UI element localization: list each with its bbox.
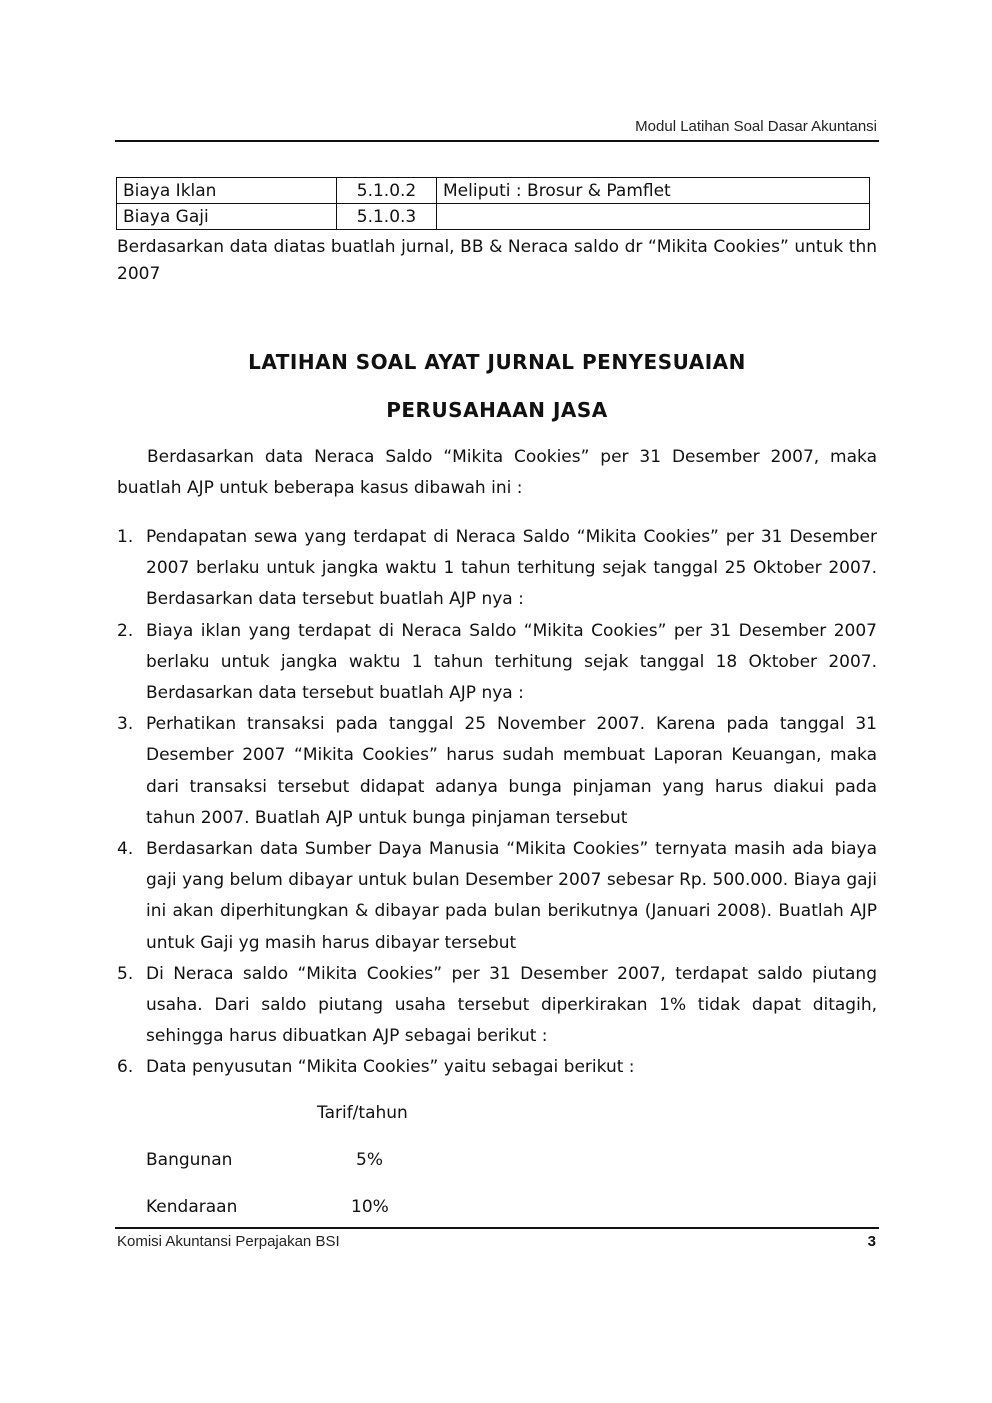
list-item — [117, 1052, 877, 1083]
item-number: 3. — [117, 714, 134, 735]
account-code: 5.1.0.2 — [337, 178, 437, 204]
footer-divider — [115, 1227, 879, 1229]
item-text: Biaya iklan yang terdapat di Neraca Saldo “Mikita Cookies” per 31 Desember 2007 berlaku untuk jangka waktu 1 tahun terhitung sejak tanggal 18 Oktober 2007. Berdasarkan data tersebut buatlah AJP nya : — [146, 620, 877, 704]
section-intro: Berdasarkan data Neraca Saldo “Mikita Cookies” per 31 Desember 2007, maka buatlah AJP untuk beberapa kasus dibawah ini : — [117, 447, 877, 498]
list-item — [117, 522, 877, 616]
item-number: 6. — [117, 1057, 134, 1078]
account-name: Biaya Iklan — [117, 178, 337, 204]
depreciation-header: Tarif/tahun — [317, 1103, 408, 1123]
item-number: 4. — [117, 839, 134, 860]
account-note — [437, 204, 870, 230]
asset-rate: 5% — [356, 1150, 383, 1170]
accounts-table — [116, 177, 870, 230]
list-item — [117, 709, 877, 834]
table-row — [117, 204, 870, 230]
account-note: Meliputi : Brosur & Pamflet — [437, 178, 870, 204]
account-name: Biaya Gaji — [117, 204, 337, 230]
instruction-paragraph: Berdasarkan data diatas buatlah jurnal, BB & Neraca saldo dr “Mikita Cookies” untuk thn 2007 — [117, 237, 877, 284]
section-subtitle: PERUSAHAAN JASA — [386, 398, 608, 422]
item-text: Data penyusutan “Mikita Cookies” yaitu sebagai berikut : — [146, 1057, 635, 1078]
list-item — [117, 834, 877, 959]
table-row — [117, 178, 870, 204]
item-text: Berdasarkan data Sumber Daya Manusia “Mikita Cookies” ternyata masih ada biaya gaji yang belum dibayar untuk bulan Desember 2007 sebesar Rp. 500.000. Biaya gaji ini akan diperhitungkan & dibayar pada bulan berikutnya (Januari 2008). Buatlah AJP untuk Gaji yg masih harus dibayar tersebut — [146, 839, 877, 953]
item-number: 2. — [117, 620, 134, 641]
asset-name: Bangunan — [146, 1150, 233, 1170]
asset-name: Kendaraan — [146, 1197, 238, 1217]
list-item — [117, 616, 877, 710]
account-code: 5.1.0.3 — [337, 204, 437, 230]
task-list — [117, 522, 877, 1084]
item-number: 1. — [117, 527, 134, 547]
item-text: Perhatikan transaksi pada tanggal 25 November 2007. Karena pada tanggal 31 Desember 2007 “Mikita Cookies” harus sudah membuat Laporan Keuangan, maka dari transaksi tersebut didapat adanya bunga pinjaman yang harus diakui pada tahun 2007. Buatlah AJP untuk bunga pinjaman tersebut — [146, 714, 877, 828]
page-number: 3 — [867, 1233, 876, 1250]
footer-organization: Komisi Akuntansi Perpajakan BSI — [117, 1233, 340, 1250]
item-text: Di Neraca saldo “Mikita Cookies” per 31 Desember 2007, terdapat saldo piutang usaha. Dari saldo piutang usaha tersebut diperkirakan 1% tidak dapat ditagih, sehingga harus dibuatkan AJP sebagai berikut : — [146, 963, 877, 1047]
item-number: 5. — [117, 963, 134, 984]
asset-rate: 10% — [351, 1197, 389, 1217]
section-title: LATIHAN SOAL AYAT JURNAL PENYESUAIAN — [248, 350, 746, 374]
list-item — [117, 959, 877, 1053]
header-divider — [115, 140, 879, 142]
running-header: Modul Latihan Soal Dasar Akuntansi — [635, 118, 877, 135]
item-text: Pendapatan sewa yang terdapat di Neraca Saldo “Mikita Cookies” per 31 Desember 2007 berlaku untuk jangka waktu 1 tahun terhitung sejak tanggal 25 Oktober 2007. Berdasarkan data tersebut buatlah AJP nya : — [146, 527, 877, 610]
